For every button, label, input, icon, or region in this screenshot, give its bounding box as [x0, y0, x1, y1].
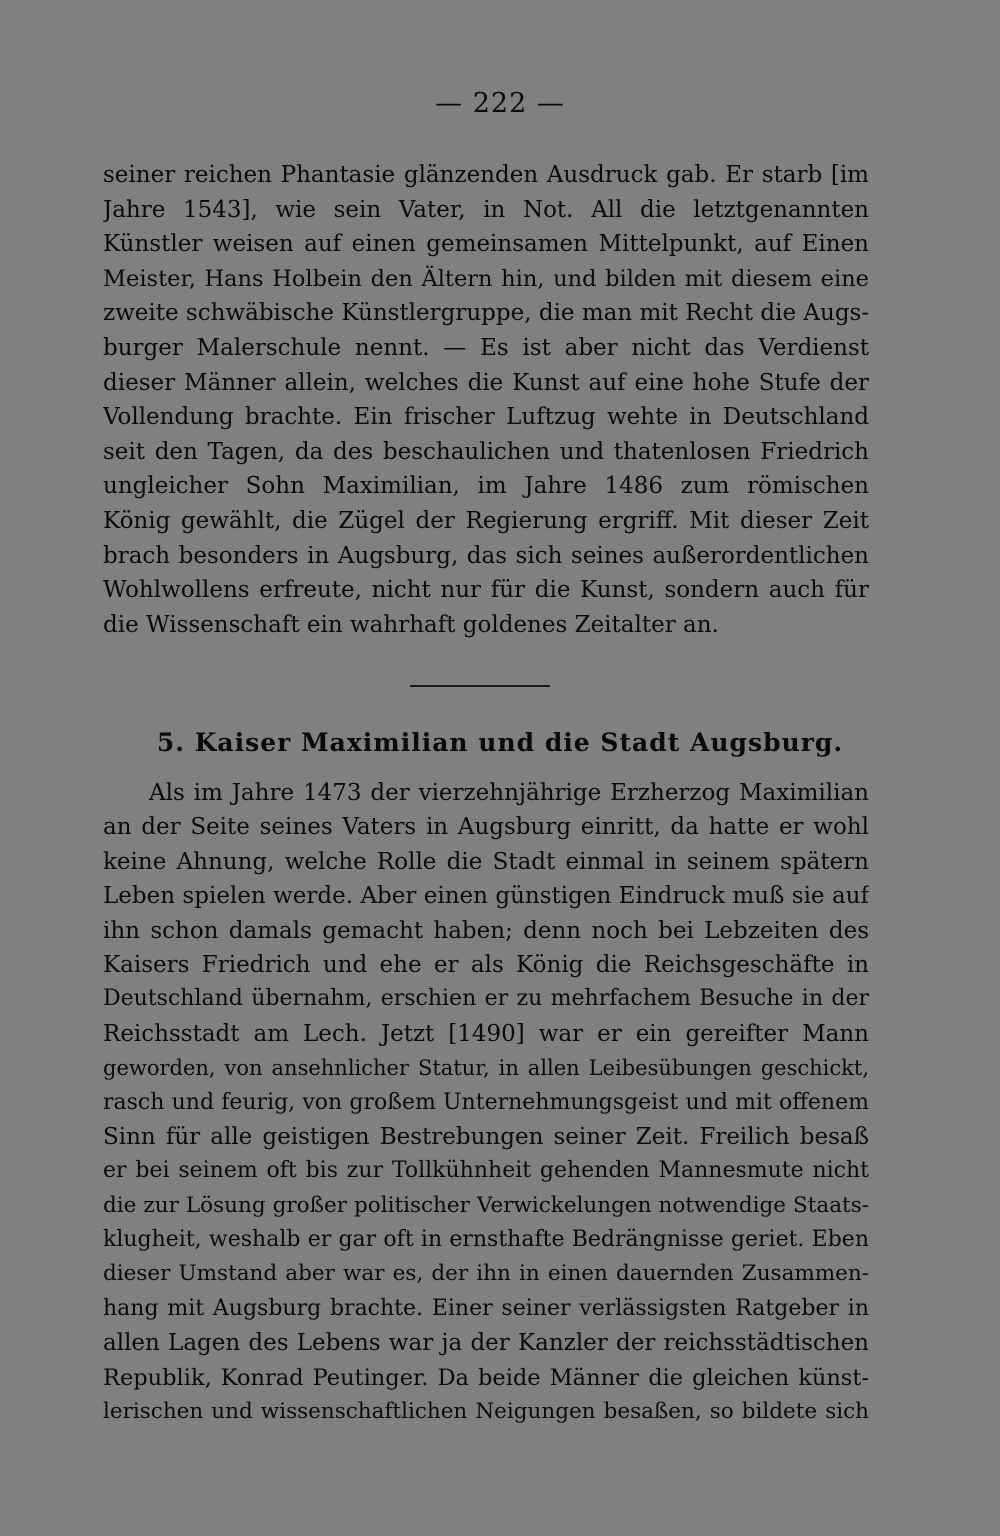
text-line: dieser Umstand aber war es, der ihn in einen dauernden Zusammen- [103, 1261, 869, 1287]
text-line: Kaisers Friedrich und ehe er als König die Reichsgeschäfte in [103, 951, 869, 978]
text-line: zweite schwäbische Künstlergruppe, die man mit Recht die Augs- [103, 300, 869, 327]
text-line: die zur Lösung großer politischer Verwickelungen notwendige Staats- [103, 1192, 869, 1218]
text-line: brach besonders in Augsburg, das sich seines außerordentlichen [103, 542, 869, 569]
text-line: keine Ahnung, welche Rolle die Stadt einmal in seinem spätern [103, 848, 869, 875]
text-line: Jahre 1543], wie sein Vater, in Not. All die letztgenannten [103, 196, 869, 223]
text-line: ungleicher Sohn Maximilian, im Jahre 1486 zum römischen [103, 473, 869, 500]
section-divider [410, 685, 550, 687]
text-line: an der Seite seines Vaters in Augsburg einritt, da hatte er wohl [103, 814, 869, 841]
text-line: dieser Männer allein, welches die Kunst auf eine hohe Stufe der [103, 369, 869, 396]
text-line: seiner reichen Phantasie glänzenden Ausdruck gab. Er starb [im [103, 162, 869, 188]
paragraph-continued [103, 158, 869, 642]
text-line: seit den Tagen, da des beschaulichen und thatenlosen Friedrich [103, 438, 869, 465]
text-line: klugheit, weshalb er gar oft in ernsthafte Bedrängnisse geriet. Eben [103, 1227, 869, 1253]
section-heading: 5. Kaiser Maximilian und die Stadt Augsburg. [156, 728, 844, 757]
text-line: allen Lagen des Lebens war ja der Kanzler der reichsstädtischen [103, 1330, 869, 1357]
text-line: Republik, Konrad Peutinger. Da beide Männer die gleichen künst- [103, 1364, 869, 1391]
text-line: Meister, Hans Holbein den Ältern hin, und bilden mit diesem eine [103, 265, 869, 292]
text-line: geworden, von ansehnlicher Statur, in allen Leibesübungen geschickt, [103, 1056, 869, 1081]
text-line: Reichsstadt am Lech. Jetzt [1490] war er ein gereifter Mann [103, 1020, 869, 1047]
page-number: — 222 — [435, 88, 565, 119]
text-line: Als im Jahre 1473 der vierzehnjährige Erzherzog Maximilian [149, 780, 869, 806]
text-line: Deutschland übernahm, erschien er zu mehrfachem Besuche in der [103, 986, 869, 1012]
text-line: Wohlwollens erfreute, nicht nur für die Kunst, sondern auch für [103, 577, 869, 604]
text-line: hang mit Augsburg brachte. Einer seiner verlässigsten Ratgeber in [103, 1295, 869, 1321]
text-line: er bei seinem oft bis zur Tollkühnheit gehenden Mannesmute nicht [103, 1158, 869, 1184]
text-line: Sinn für alle geistigen Bestrebungen seiner Zeit. Freilich besaß [103, 1123, 869, 1150]
text-line: die Wissenschaft ein wahrhaft goldenes Zeitalter an. [103, 611, 719, 638]
text-line: Leben spielen werde. Aber einen günstigen Eindruck muß sie auf [103, 883, 869, 910]
text-line: rasch und feurig, von großem Unternehmungsgeist und mit offenem [103, 1089, 869, 1115]
text-line: ihn schon damals gemacht haben; denn noch bei Lebzeiten des [103, 917, 869, 944]
text-line: burger Malerschule nennt. — Es ist aber nicht das Verdienst [103, 334, 869, 361]
text-line: Künstler weisen auf einen gemeinsamen Mittelpunkt, auf Einen [103, 231, 869, 258]
paragraph-section-5 [103, 776, 869, 1429]
text-line: lerischen und wissenschaftlichen Neigungen besaßen, so bildete sich [103, 1399, 869, 1425]
text-line: Vollendung brachte. Ein frischer Luftzug wehte in Deutschland [103, 404, 869, 431]
text-line: König gewählt, die Zügel der Regierung ergriff. Mit dieser Zeit [103, 507, 869, 534]
